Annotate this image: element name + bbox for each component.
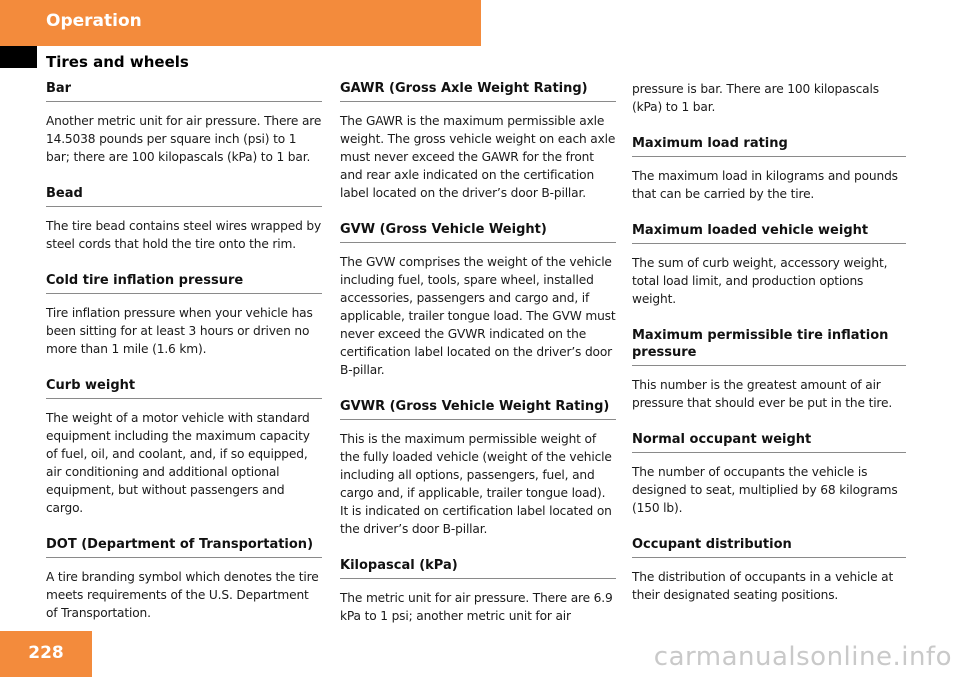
glossary-entry [632, 327, 906, 412]
term-heading: Bar [46, 80, 322, 102]
term-heading: GAWR (Gross Axle Weight Rating) [340, 80, 616, 102]
term-definition: This is the maximum permissible weight of the fully loaded vehicle (weight of the vehicle including all options, passengers, fuel, and cargo and, if applicable, trailer tongue load). It is indicated on certification label located on the driver’s door B-pillar. [340, 432, 612, 536]
glossary-entry [46, 536, 322, 622]
term-definition: The number of occupants the vehicle is designed to seat, multiplied by 68 kilograms (150 lb). [632, 465, 898, 515]
term-definition: The sum of curb weight, accessory weight, total load limit, and production options weight. [632, 256, 888, 306]
watermark: carmanualsonline.info [653, 642, 952, 672]
column-3 [632, 80, 906, 623]
term-definition: The metric unit for air pressure. There are 6.9 kPa to 1 psi; another metric unit for air [340, 591, 613, 623]
glossary-entry [340, 221, 616, 379]
continued-definition: pressure is bar. There are 100 kilopascals (kPa) to 1 bar. [632, 82, 879, 114]
glossary-entry [340, 80, 616, 202]
section-title: Tires and wheels [46, 53, 189, 71]
term-heading: GVWR (Gross Vehicle Weight Rating) [340, 398, 616, 420]
term-definition: The maximum load in kilograms and pounds that can be carried by the tire. [632, 169, 898, 201]
term-definition: Tire inflation pressure when your vehicle has been sitting for at least 3 hours or driven no more than 1 mile (1.6 km). [46, 306, 313, 356]
term-heading: Kilopascal (kPa) [340, 557, 616, 579]
term-heading: Cold tire inflation pressure [46, 272, 322, 294]
term-definition: Another metric unit for air pressure. There are 14.5038 pounds per square inch (psi) to 1 bar; there are 100 kilopascals (kPa) to 1 bar. [46, 114, 322, 164]
term-definition: This number is the greatest amount of air pressure that should ever be put in the tire. [632, 378, 893, 410]
term-heading: Normal occupant weight [632, 431, 906, 453]
page-number-box [0, 631, 92, 677]
term-definition: The weight of a motor vehicle with standard equipment including the maximum capacity of fuel, oil, and coolant, and, if so equipped, air conditioning and additional optional equipment, but without passengers and cargo. [46, 411, 310, 515]
term-heading: DOT (Department of Transportation) [46, 536, 322, 558]
term-definition: The GAWR is the maximum permissible axle weight. The gross vehicle weight on each axle must never exceed the GAWR for the front and rear axle indicated on the certification label located on the driver’s door B-pillar. [340, 114, 616, 200]
glossary-entry [632, 135, 906, 203]
glossary-entry [46, 80, 322, 166]
term-definition: The GVW comprises the weight of the vehicle including fuel, tools, spare wheel, installed accessories, passengers and cargo and, if applicable, trailer tongue load. The GVW must never exceed the GVWR indicated on the certification label located on the driver’s door B-pillar. [340, 255, 616, 377]
term-heading: Maximum permissible tire inflation pressure [632, 327, 906, 366]
glossary-entry [46, 272, 322, 358]
column-2 [340, 80, 616, 644]
term-definition: A tire branding symbol which denotes the tire meets requirements of the U.S. Department of Transportation. [46, 570, 319, 620]
term-definition: The distribution of occupants in a vehicle at their designated seating positions. [632, 570, 894, 602]
glossary-entry [632, 536, 906, 604]
column-1 [46, 80, 322, 641]
term-heading: Bead [46, 185, 322, 207]
term-heading: Maximum loaded vehicle weight [632, 222, 906, 244]
term-heading: GVW (Gross Vehicle Weight) [340, 221, 616, 243]
glossary-entry [340, 398, 616, 538]
page-number: 228 [28, 643, 64, 663]
term-heading: Curb weight [46, 377, 322, 399]
glossary-entry [632, 431, 906, 517]
term-definition: The tire bead contains steel wires wrapped by steel cords that hold the tire onto the rim. [46, 219, 322, 251]
term-heading: Occupant distribution [632, 536, 906, 558]
section-tab-marker [0, 46, 37, 68]
chapter-title: Operation [46, 11, 142, 31]
glossary-entry [46, 185, 322, 253]
term-heading: Maximum load rating [632, 135, 906, 157]
glossary-entry [46, 377, 322, 517]
glossary-entry [632, 222, 906, 308]
glossary-entry [340, 557, 616, 625]
